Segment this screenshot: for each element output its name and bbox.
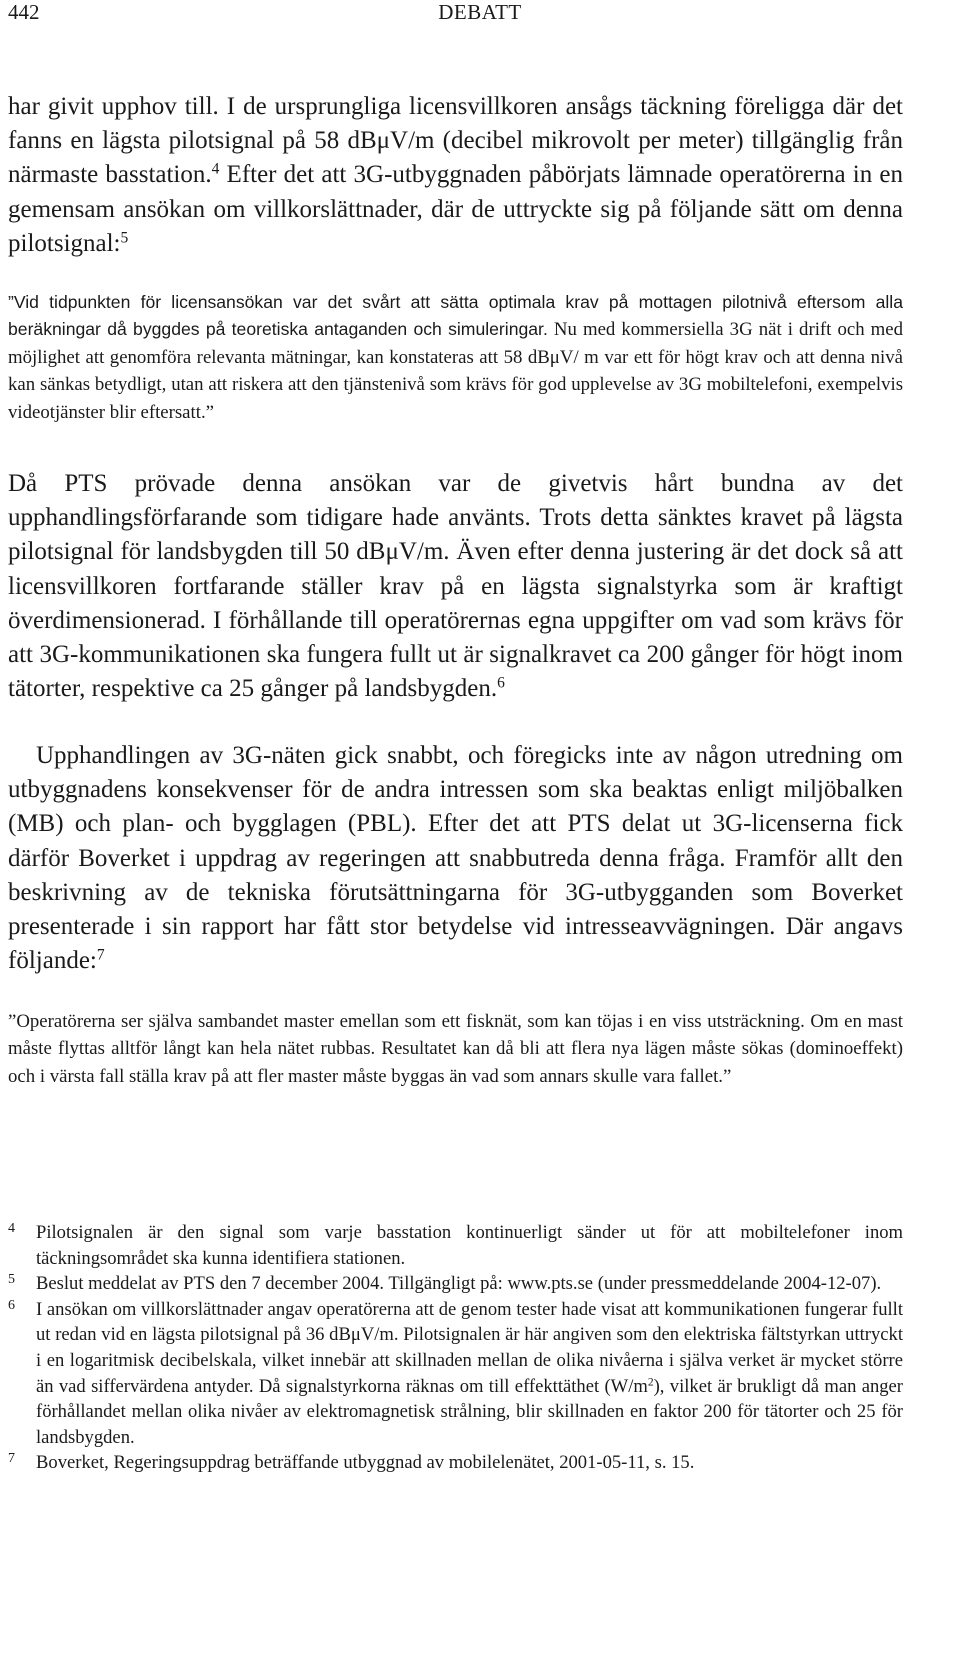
- footnotes: [8, 1220, 903, 1476]
- footnote-ref-4[interactable]: 4: [211, 160, 220, 178]
- paragraph-1-text-b: Efter det att 3G-utbyggnaden påbörjats lämnade operatörerna in en gemensam ansökan om villkorslättnader, där de uttryckte sig på följande sätt om denna pilotsignal:: [8, 161, 903, 257]
- footnote-4: [8, 1220, 903, 1271]
- footnote-number: 4: [8, 1221, 15, 1236]
- page-number: 442: [8, 0, 40, 24]
- block-quote-1-serif: Nu med kommersiella 3G nät i drift och med möjlighet att genomföra relevanta mätningar, kan konstateras att 58 dBμV/ m var ett för högt krav och att denna nivå kan sänkas betydligt, utan att riskera att den tjänstenivå som krävs för god upplevelse av 3G mobiltelefoni, exempelvis videotjänster blir eftersatt.”: [8, 319, 903, 423]
- footnote-text: Pilotsignalen är den signal som varje basstation kontinuerligt sänder ut för att mobiltelefoner inom täckningsområdet ska kunna identifiera stationen.: [36, 1222, 903, 1269]
- paragraph-3: [8, 739, 903, 978]
- footnote-number: 6: [8, 1297, 15, 1313]
- paragraph-1-text-a: har givit upphov till. I de ursprungliga licensvillkoren ansågs täckning föreligga där det fanns en lägsta pilotsignal på 58 dBμV/m (decibel mikrovolt per meter) tillgänglig från närmaste basstation.: [8, 93, 903, 189]
- superscript: 2: [647, 1376, 654, 1389]
- paragraph-2: [8, 467, 903, 706]
- footnote-number: 5: [8, 1272, 15, 1288]
- paragraph-1: [8, 90, 903, 261]
- footnote-ref-5[interactable]: 5: [120, 229, 129, 247]
- paragraph-3-text: Upphandlingen av 3G-näten gick snabbt, och föregicks inte av någon utredning om utbyggnadens konsekvenser för de andra intressen som ska beaktas enligt miljöbalken (MB) och plan- och bygglagen (PBL). Efter det att PTS delat ut 3G-licenserna fick därför Boverket i uppdrag av regeringen att snabbutreda denna fråga. Framför allt den beskrivning av de tekniska förutsättningarna för 3G-utbygganden som Boverket presenterade i sin rapport har fått stor betydelse vid intresseavvägningen. Där angavs följande:: [8, 742, 903, 975]
- footnote-text: Boverket, Regeringsuppdrag beträffande utbyggnad av mobilelenätet, 2001-05-11, s. 15.: [36, 1452, 695, 1474]
- block-quote-2: [8, 1008, 903, 1090]
- running-head: DEBATT: [438, 0, 522, 24]
- footnote-7: [8, 1450, 903, 1476]
- footnote-ref-6[interactable]: 6: [497, 674, 505, 692]
- footnote-number: 7: [8, 1451, 15, 1467]
- page-header: [0, 0, 960, 30]
- block-quote-2-text: ”Operatörerna ser själva sambandet master emellan som ett fisknät, som kan töjas i en viss utsträckning. Om en mast måste flyttas alltför långt kan hela nätet rubbas. Resultatet kan då bli att flera nya lägen måste sökas (dominoeffekt) och i värsta fall ställa krav på att fler master måste byggas än vad som annars skulle vara fallet.”: [8, 1011, 903, 1087]
- footnote-text-continued: ), vilket är brukligt då man anger förhållandet mellan olika nivåer av elektromagnetisk strålning, blir skillnaden en faktor 200 för tätorter och 25 för landsbygden.: [36, 1375, 903, 1448]
- footnote-text: I ansökan om villkorslättnader angav operatörerna att de genom tester hade visat att kommunikationen fungerar fullt ut redan vid en lägsta pilotsignal på 36 dBμV/m. Pilotsignalen är här angiven som den elektriska fältstyrkan uttryckt i en logaritmisk decibelskala, vilket innebär att skillnaden mellan de olika nivåerna i själva verket är mycket större än vad siffervärdena antyder. Då signalstyrkorna räknas om till effekttäthet (W/m: [36, 1298, 903, 1397]
- footnote-5: [8, 1271, 903, 1297]
- block-quote-1-sans: ”Vid tidpunkten för licensansökan var det svårt att sätta optimala krav på mottagen pilotnivå eftersom alla beräkningar då byggdes på teoretiska antaganden och simuleringar.: [8, 292, 903, 340]
- footnote-ref-7[interactable]: 7: [96, 946, 105, 964]
- block-quote-1: [8, 289, 903, 426]
- paragraph-2-text: Då PTS prövade denna ansökan var de givetvis hårt bundna av det upphandlingsförfarande som tidigare hade använts. Trots detta sänktes kravet på lägsta pilotsignal för landsbygden till 50 dBμV/m. Även efter denna justering är det dock så att licensvillkoren fortfarande ställer krav på en lägsta signalstyrka som är kraftigt överdimensionerad. I förhållande till operatörernas egna uppgifter om vad som krävs för att 3G-kommunikationen ska fungera fullt ut är signalkravet ca 200 gånger för högt inom tätorter, respektive ca 25 gånger på landsbygden.: [8, 470, 903, 703]
- footnote-6: [8, 1297, 903, 1451]
- footnote-text: Beslut meddelat av PTS den 7 december 2004. Tillgängligt på: www.pts.se (under pressmeddelande 2004-12-07).: [36, 1273, 882, 1295]
